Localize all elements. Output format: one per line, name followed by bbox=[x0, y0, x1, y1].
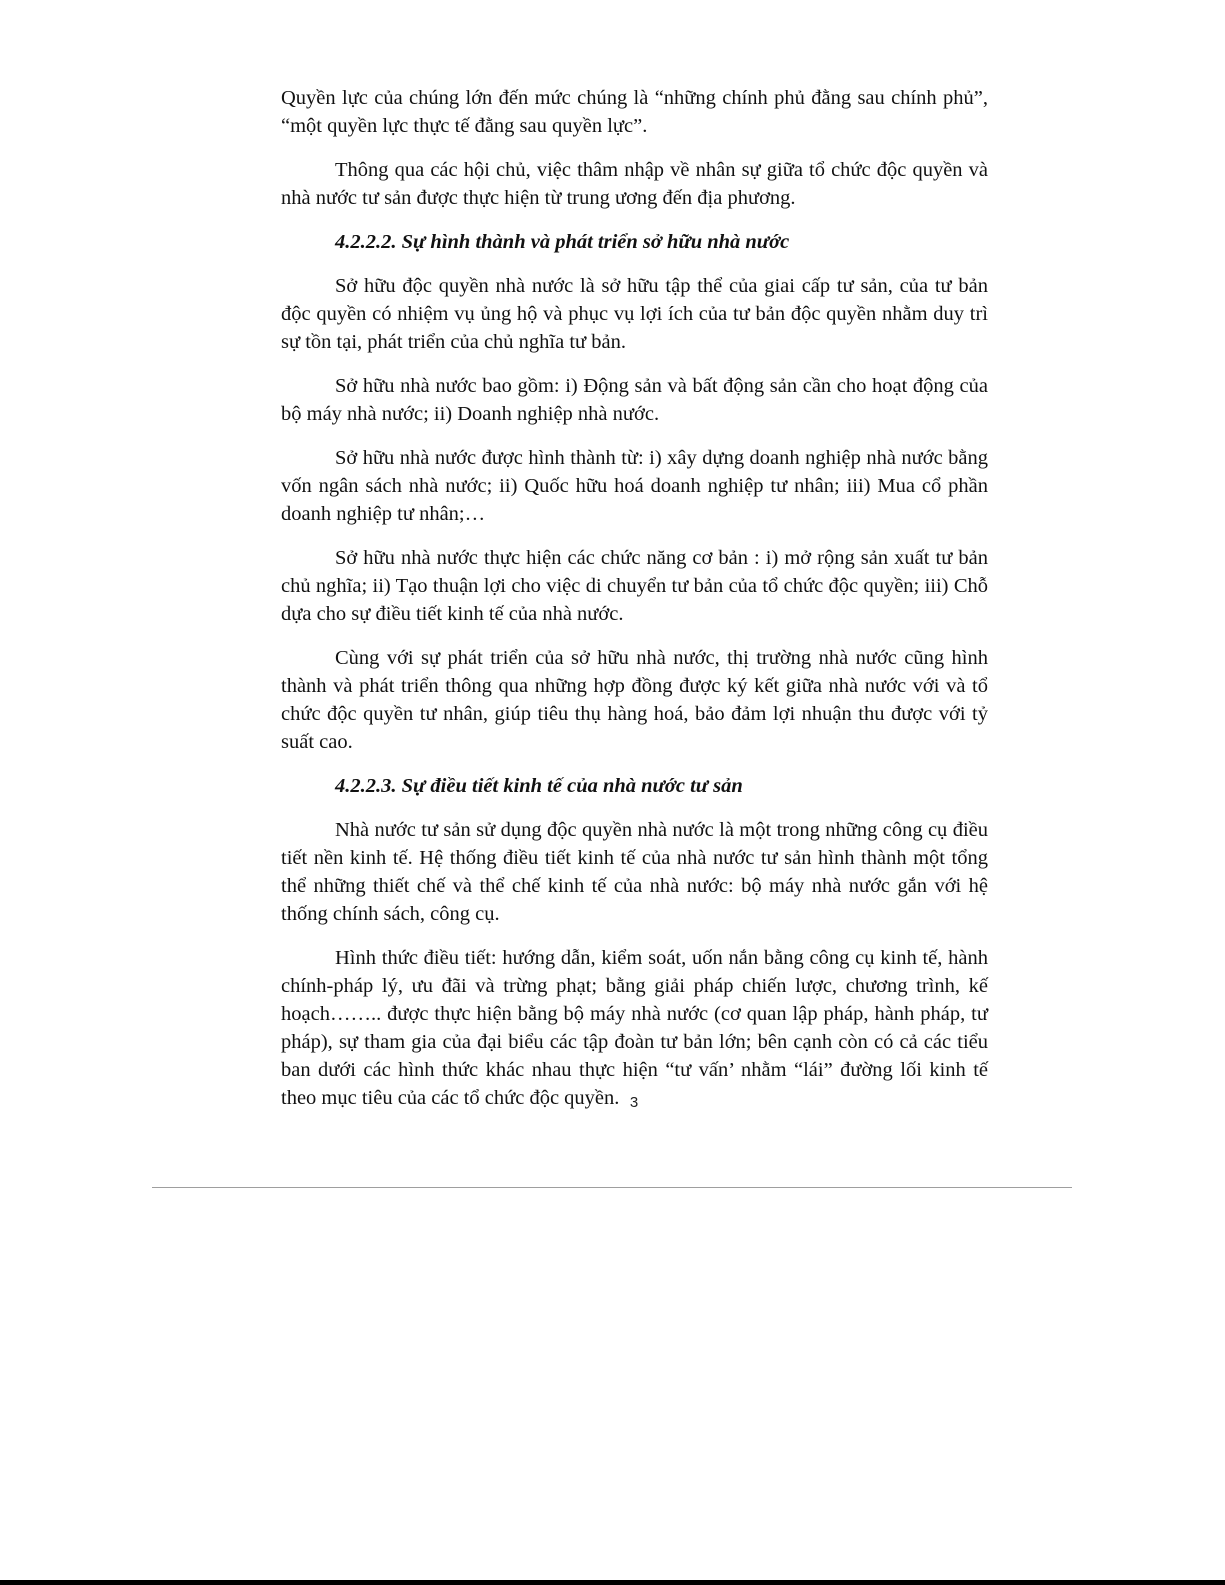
section-heading-4-2-2-2: 4.2.2.2. Sự hình thành và phát triển sở hữu nhà nước bbox=[335, 231, 790, 253]
document-page bbox=[281, 84, 988, 1128]
paragraph-7: Cùng với sự phát triển của sở hữu nhà nước, thị trường nhà nước cũng hình thành và phát triển thông qua những hợp đồng được ký kết giữa nhà nước với và tổ chức độc quyền tư nhân, giúp tiêu thụ hàng hoá, bảo đảm lợi nhuận thu được với tỷ suất cao. bbox=[281, 647, 988, 753]
paragraph-5: Sở hữu nhà nước được hình thành từ: i) xây dựng doanh nghiệp nhà nước bằng vốn ngân sách nhà nước; ii) Quốc hữu hoá doanh nghiệp tư nhân; iii) Mua cổ phần doanh nghiệp tư nhân;… bbox=[281, 447, 988, 525]
paragraph-6: Sở hữu nhà nước thực hiện các chức năng cơ bản : i) mở rộng sản xuất tư bản chủ nghĩa; ii) Tạo thuận lợi cho việc di chuyển tư bản của tổ chức độc quyền; iii) Chỗ dựa cho sự điều tiết kinh tế của nhà nước. bbox=[281, 547, 988, 625]
bottom-edge-bar bbox=[0, 1580, 1225, 1585]
paragraph-9: Hình thức điều tiết: hướng dẫn, kiểm soát, uốn nắn bằng công cụ kinh tế, hành chính-pháp lý, ưu đãi và trừng phạt; bằng giải pháp chiến lược, chương trình, kế hoạch…….. được thực hiện bằng bộ máy nhà nước (cơ quan lập pháp, hành pháp, tư pháp), sự tham gia của đại biểu các tập đoàn tư bản lớn; bên cạnh còn có cả các tiểu ban dưới các hình thức khác nhau thực hiện “tư vấn’ nhằm “lái” đường lối kinh tế theo mục tiêu của các tổ chức độc quyền. bbox=[281, 947, 988, 1109]
page-divider bbox=[152, 1187, 1072, 1188]
paragraph-4: Sở hữu nhà nước bao gồm: i) Động sản và bất động sản cần cho hoạt động của bộ máy nhà nước; ii) Doanh nghiệp nhà nước. bbox=[281, 375, 988, 425]
page-number: 3 bbox=[629, 1094, 639, 1111]
paragraph-2: Thông qua các hội chủ, việc thâm nhập về nhân sự giữa tổ chức độc quyền và nhà nước tư sản được thực hiện từ trung ương đến địa phương. bbox=[281, 159, 988, 209]
section-heading-4-2-2-3: 4.2.2.3. Sự điều tiết kinh tế của nhà nước tư sản bbox=[335, 775, 743, 797]
paragraph-3: Sở hữu độc quyền nhà nước là sở hữu tập thể của giai cấp tư sản, của tư bản độc quyền có nhiệm vụ ủng hộ và phục vụ lợi ích của tư bản độc quyền nhằm duy trì sự tồn tại, phát triển của chủ nghĩa tư bản. bbox=[281, 275, 988, 353]
paragraph-8: Nhà nước tư sản sử dụng độc quyền nhà nước là một trong những công cụ điều tiết nền kinh tế. Hệ thống điều tiết kinh tế của nhà nước tư sản hình thành một tổng thể những thiết chế và thể chế kinh tế của nhà nước: bộ máy nhà nước gắn với hệ thống chính sách, công cụ. bbox=[281, 819, 988, 925]
paragraph-1: Quyền lực của chúng lớn đến mức chúng là “những chính phủ đằng sau chính phủ”, “một quyền lực thực tế đằng sau quyền lực”. bbox=[281, 87, 988, 137]
